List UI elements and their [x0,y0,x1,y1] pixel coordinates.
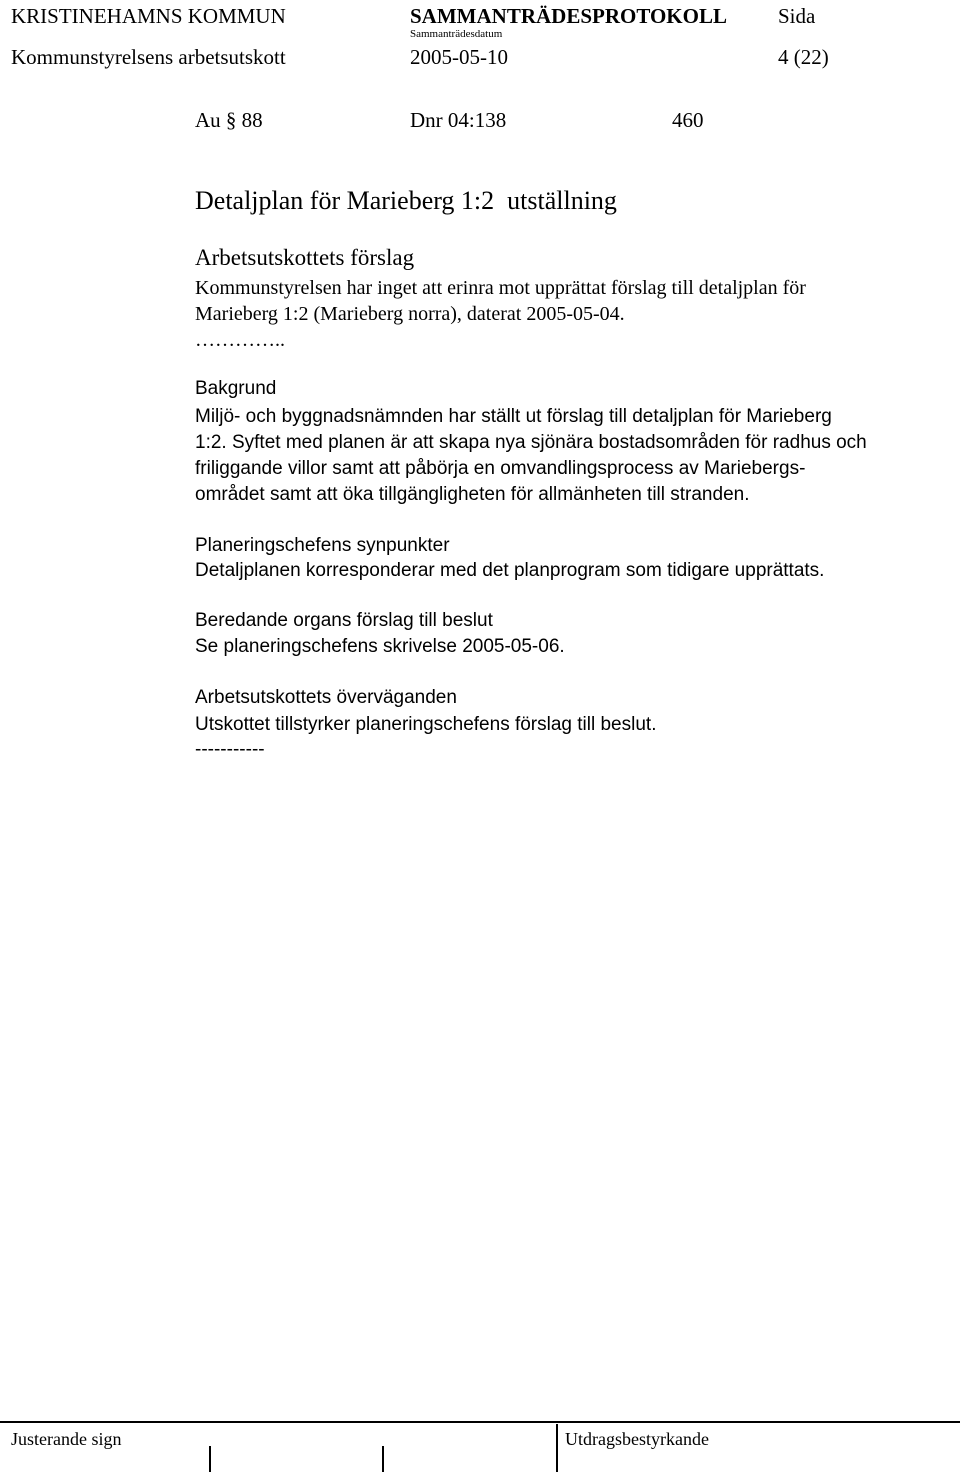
signature-box-divider [209,1446,211,1472]
planning-views-text: Detaljplanen korresponderar med det planprogram som tidigare upprättats. [195,560,825,581]
meeting-date: 2005-05-10 [410,45,508,69]
proposal-dots: ………….. [195,329,285,351]
background-line: 1:2. Syftet med planen är att skapa nya sjönära bostadsområden för radhus och [195,432,867,453]
proposal-line: Kommunstyrelsen har inget att erinra mot upprättat förslag till detaljplan för [195,277,806,299]
background-line: Miljö- och byggnadsnämnden har ställt ut förslag till detaljplan för Marieberg [195,406,832,427]
case-title: Detaljplan för Marieberg 1:2 utställning [195,186,617,215]
background-line: området samt att öka tillgängligheten för allmänheten till stranden. [195,484,750,505]
au-number: Au § 88 [195,108,263,132]
separator-dashes: ----------- [195,739,265,760]
date-label: Sammanträdesdatum [410,28,503,40]
proposal-heading: Arbetsutskottets förslag [195,245,415,270]
page-number: 4 (22) [778,45,829,69]
signature-box-divider [556,1424,558,1472]
proposal-line: Marieberg 1:2 (Marieberg norra), daterat 2005-05-04. [195,303,625,325]
case-code: 460 [672,108,704,132]
municipality-name: KRISTINEHAMNS KOMMUN [11,4,286,28]
signature-box-divider [382,1446,384,1472]
considerations-heading: Arbetsutskottets överväganden [195,687,457,708]
background-text [195,404,867,508]
extract-label: Utdragsbestyrkande [565,1429,709,1449]
signatures-label: Justerande sign [11,1429,122,1449]
page-label: Sida [778,4,816,28]
proposal-text [195,275,806,353]
diary-number: Dnr 04:138 [410,108,507,132]
protocol-title: SAMMANTRÄDESPROTOKOLL [410,4,727,28]
background-heading: Bakgrund [195,378,277,399]
preparing-body-text: Se planeringschefens skrivelse 2005-05-06. [195,636,565,657]
footer-divider [0,1421,960,1423]
planning-views-heading: Planeringschefens synpunkter [195,535,450,556]
background-line: friliggande villor samt att påbörja en omvandlingsprocess av Mariebergs- [195,458,806,479]
considerations-text: Utskottet tillstyrker planeringschefens förslag till beslut. [195,714,657,735]
preparing-body-heading: Beredande organs förslag till beslut [195,610,493,631]
committee-name: Kommunstyrelsens arbetsutskott [11,45,286,69]
